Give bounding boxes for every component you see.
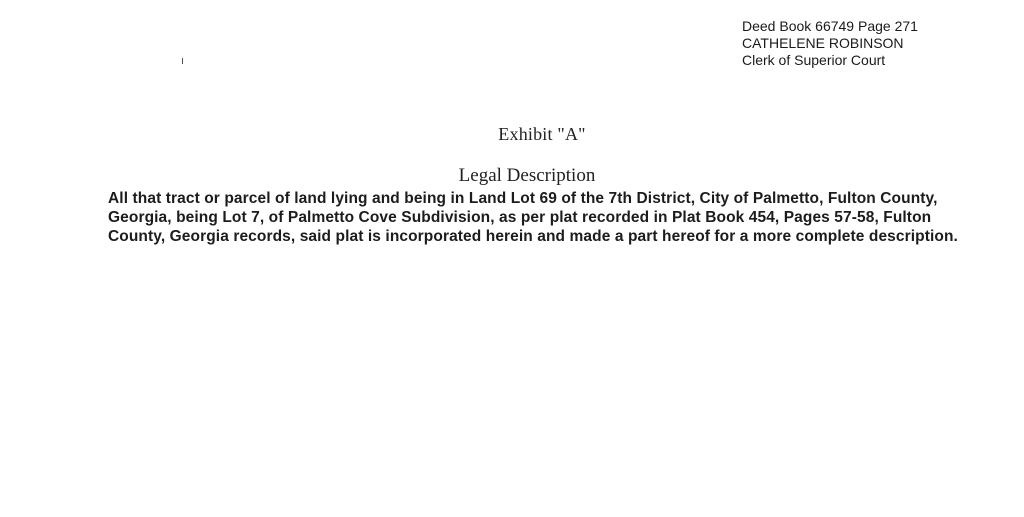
scan-mark	[182, 58, 183, 64]
recording-stamp	[742, 18, 918, 69]
deed-book-reference: Deed Book 66749 Page 271	[742, 18, 918, 34]
legal-description-heading: Legal Description	[458, 165, 596, 186]
clerk-title: Clerk of Superior Court	[742, 52, 886, 68]
clerk-name: CATHELENE ROBINSON	[742, 35, 904, 51]
legal-description-text: All that tract or parcel of land lying and being in Land Lot 69 of the 7th District, City of Palmetto, Fulton County, Georgia, being Lot 7, of Palmetto Cove Subdivision, as per plat recorded in Plat Book 454, Pages 57-58, Fulton County, Georgia records, said plat is incorporated herein and made a part hereof for a more complete description.	[108, 190, 958, 245]
exhibit-title: Exhibit "A"	[498, 124, 586, 144]
